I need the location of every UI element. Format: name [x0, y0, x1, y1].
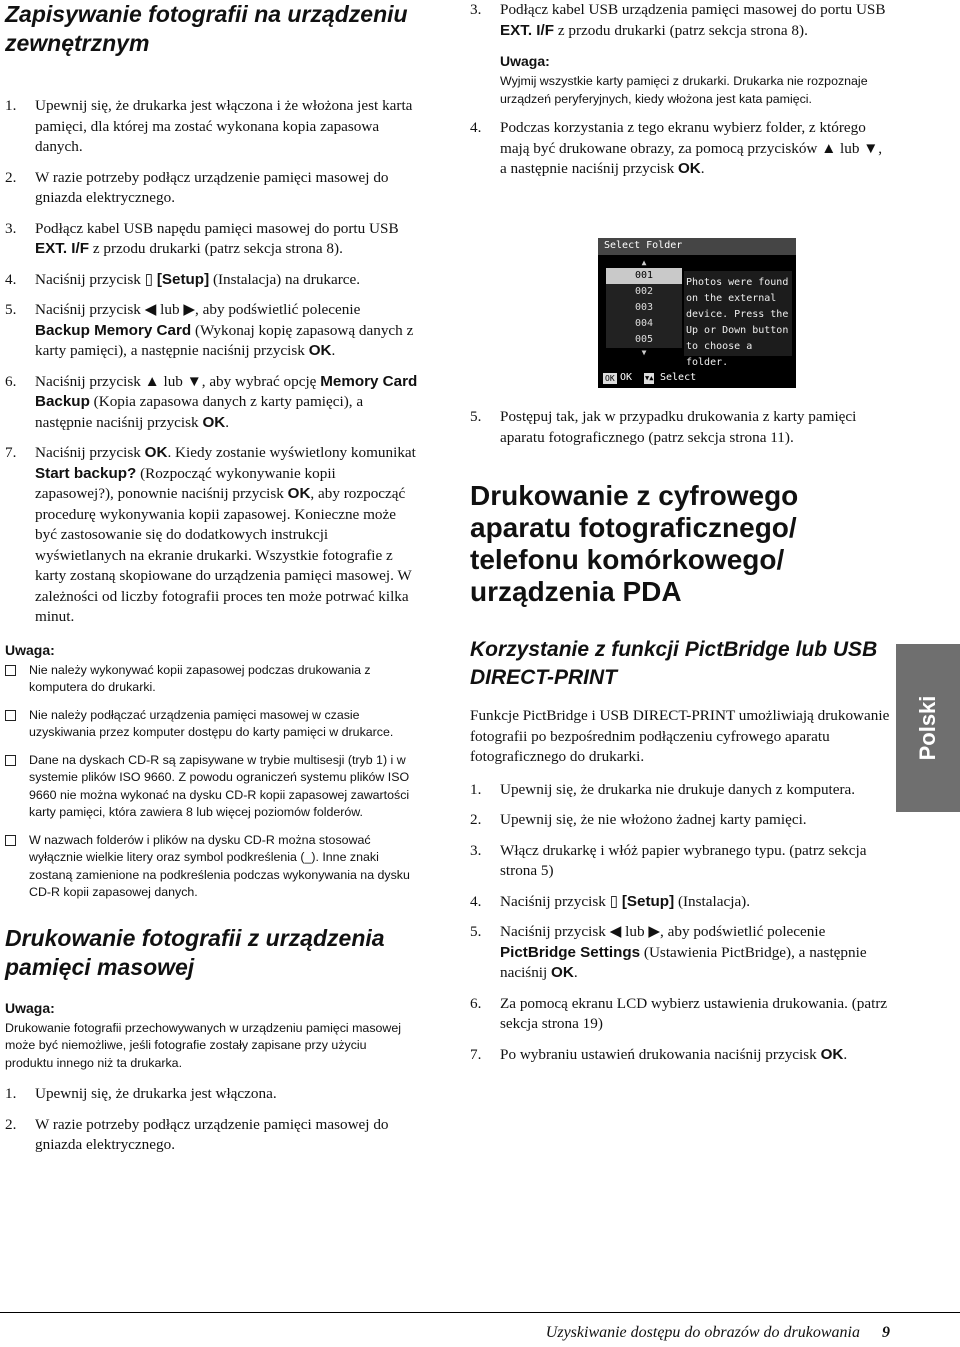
ok-button-icon: OK — [605, 374, 615, 383]
list-item: 5. Naciśnij przycisk ◀ lub ▶, aby podświetlić polecenie Backup Memory Card (Wykonaj kopię zapasową danych z karty pamięci), a następnie naciśnij przycisk OK. — [5, 301, 414, 359]
right-column — [470, 0, 890, 190]
language-tab — [896, 644, 960, 812]
lcd-title: Select Folder — [604, 240, 683, 251]
list-item: 4. Naciśnij przycisk ▯ [Setup] (Instalacja) na drukarce. — [5, 270, 361, 288]
list-item: 3. Włącz drukarkę i włóż papier wybranego typu. (patrz sekcja strona 5) — [470, 841, 867, 879]
note-box-2 — [5, 1000, 418, 1073]
folder-steps-cont — [470, 407, 890, 448]
list-item: 2. Upewnij się, że nie włożono żadnej karty pamięci. — [470, 811, 807, 828]
pictbridge-steps — [470, 780, 890, 1066]
list-item: 1. Upewnij się, że drukarka jest włączona i że włożona jest karta pamięci, dla której ma zostać wykonana kopia zapasowa danych. — [5, 97, 413, 155]
folder-item[interactable]: 001 — [606, 268, 682, 284]
scroll-down-icon: ▼ — [641, 348, 647, 357]
folder-item[interactable]: 005 — [606, 332, 682, 348]
setup-icon: ▯ — [609, 892, 619, 910]
chapter-title: Drukowanie z cyfrowego aparatu fotograficznego/ telefonu komórkowego/ urządzenia PDA — [470, 480, 799, 607]
page-footer — [546, 1324, 890, 1342]
folder-item[interactable]: 004 — [606, 316, 682, 332]
note-box — [5, 642, 418, 902]
folder-steps — [470, 118, 890, 180]
folder-list — [606, 258, 682, 358]
list-item: 3. Podłącz kabel USB urządzenia pamięci masowej do portu USB EXT. I/F z przodu drukarki (patrz sekcja strona 8). — [470, 1, 886, 39]
language-tab-label: Polski — [915, 695, 940, 761]
page-number: 9 — [882, 1324, 890, 1341]
note-bullet: Nie należy wykonywać kopii zapasowej podczas drukowania z komputera do drukarki. — [5, 662, 418, 697]
section-title-2: Drukowanie fotografii z urządzenia pamięci masowej — [5, 924, 385, 980]
checkbox-icon — [5, 710, 16, 721]
note-heading: Uwaga: — [5, 641, 55, 658]
list-item: 6. Naciśnij przycisk ▲ lub ▼, aby wybrać opcję Memory Card Backup (Kopia zapasowa danych z karty pamięci), a następnie naciśnij przycisk OK. — [5, 372, 418, 431]
section-title: Zapisywanie fotografii na urządzeniu zewnętrznym — [5, 1, 408, 56]
note-box-3 — [470, 53, 890, 108]
folder-item[interactable]: 002 — [606, 284, 682, 300]
note-text: Wyjmij wszystkie karty pamięci z drukarki. Drukarka nie rozpoznaje urządzeń peryferyjnych, kiedy włożona jest kata pamięci. — [500, 74, 868, 106]
checkbox-icon — [5, 665, 16, 676]
list-item: 4. Podczas korzystania z tego ekranu wybierz folder, z którego mają być drukowane obrazy, za pomocą przycisków ▲ lub ▼, a następnie naciśnij przycisk OK. — [470, 119, 883, 177]
setup-icon: ▯ — [144, 270, 154, 288]
list-item: 7. Naciśnij przycisk OK. Kiedy zostanie wyświetlony komunikat Start backup? (Rozpocząć wykonywanie kopii zapasowej?), ponownie naciśnij przycisk OK, aby rozpocząć procedurę wykonywania kopii zapasowej. Konieczne może być zastosowanie się do dodatkowych instrukcji wyświetlanych na ekranie drukarki. Wszystkie fotografie z karty zostaną skopiowane do urządzenia pamięci masowej. W zależności od liczby fotografii proces ten może potrwać kilka minut. — [5, 444, 416, 625]
note-text: Drukowanie fotografii przechowywanych w urządzeniu pamięci masowej może być niemożliwe, jeśli fotografie zostały zapisane przy użyciu produktu innego niż ta drukarka. — [5, 1020, 401, 1070]
footer-divider — [0, 1312, 960, 1313]
lcd-title-bar — [598, 238, 796, 255]
scroll-up-icon: ▲ — [641, 258, 647, 267]
ok-label: OK — [620, 372, 633, 383]
select-label: Select — [660, 372, 697, 383]
intro-text: Funkcje PictBridge i USB DIRECT-PRINT umożliwiają drukowanie fotografii po bezpośrednim podłączeniu cyfrowego aparatu fotograficznego do drukarki. — [470, 707, 890, 765]
note-bullet: Nie należy podłączać urządzenia pamięci masowej w czasie uzyskiwania przez komputer dostępu do karty pamięci w drukarce. — [5, 707, 418, 742]
list-item: 1. Upewnij się, że drukarka jest włączona. — [5, 1085, 277, 1102]
note-bullet: W nazwach folderów i plików na dysku CD-R można stosować wyłącznie wielkie litery oraz symbol podkreślenia (_). Inne znaki zostaną zamienione na podkreślenia podczas wykonywania na dysku CD-R kopii zapasowej danych. — [5, 832, 418, 902]
right-column-lower — [470, 407, 890, 1075]
backup-steps — [5, 96, 418, 628]
list-item: 5. Naciśnij przycisk ◀ lub ▶, aby podświetlić polecenie PictBridge Settings (Ustawienia PictBridge), a następnie naciśnij OK. — [470, 923, 867, 981]
up-down-arrows-icon: ▼▲ — [645, 374, 654, 382]
note-heading: Uwaga: — [500, 53, 550, 69]
list-item: 2. W razie potrzeby podłącz urządzenie pamięci masowej do gniazda elektrycznego. — [5, 168, 389, 206]
list-item: 5. Postępuj tak, jak w przypadku drukowania z karty pamięci aparatu fotograficznego (patrz sekcja strona 11). — [470, 408, 857, 446]
lcd-footer — [598, 368, 796, 388]
folder-item[interactable]: 003 — [606, 300, 682, 316]
mass-storage-steps-cont — [470, 0, 890, 41]
list-item: 7. Po wybraniu ustawień drukowania naciśnij przycisk OK. — [470, 1045, 848, 1063]
footer-text: Uzyskiwanie dostępu do obrazów do drukowania — [545, 1324, 860, 1341]
list-item: 2. W razie potrzeby podłącz urządzenie pamięci masowej do gniazda elektrycznego. — [5, 1115, 389, 1153]
list-item: 6. Za pomocą ekranu LCD wybierz ustawienia drukowania. (patrz sekcja strona 19) — [470, 994, 888, 1032]
checkbox-icon — [5, 835, 16, 846]
mass-storage-steps — [5, 1084, 418, 1156]
list-item: 4. Naciśnij przycisk ▯ [Setup] (Instalacja). — [470, 892, 751, 910]
subsection-title: Korzystanie z funkcji PictBridge lub USB DIRECT-PRINT — [470, 638, 878, 689]
left-column — [5, 0, 418, 1166]
lcd-message: Photos were found on the external device. Press the Up or Down button to choose a folder. — [684, 271, 792, 356]
checkbox-icon — [5, 755, 16, 766]
lcd-screen — [598, 238, 796, 388]
note-bullet: Dane na dyskach CD-R są zapisywane w trybie multisesji (tryb 1) i w systemie plików ISO 9660. Z powodu ograniczeń systemu plików ISO 9660 nie można wykonać na dysku CD-R kopii zapasowej zawartości karty pamięci, która zawiera 8 lub więcej poziomów folderów. — [5, 752, 418, 822]
list-item: 1. Upewnij się, że drukarka nie drukuje danych z komputera. — [470, 780, 856, 798]
note-heading: Uwaga: — [5, 999, 55, 1016]
list-item: 3. Podłącz kabel USB napędu pamięci masowej do portu USB EXT. I/F z przodu drukarki (patrz sekcja strona 8). — [5, 219, 399, 257]
